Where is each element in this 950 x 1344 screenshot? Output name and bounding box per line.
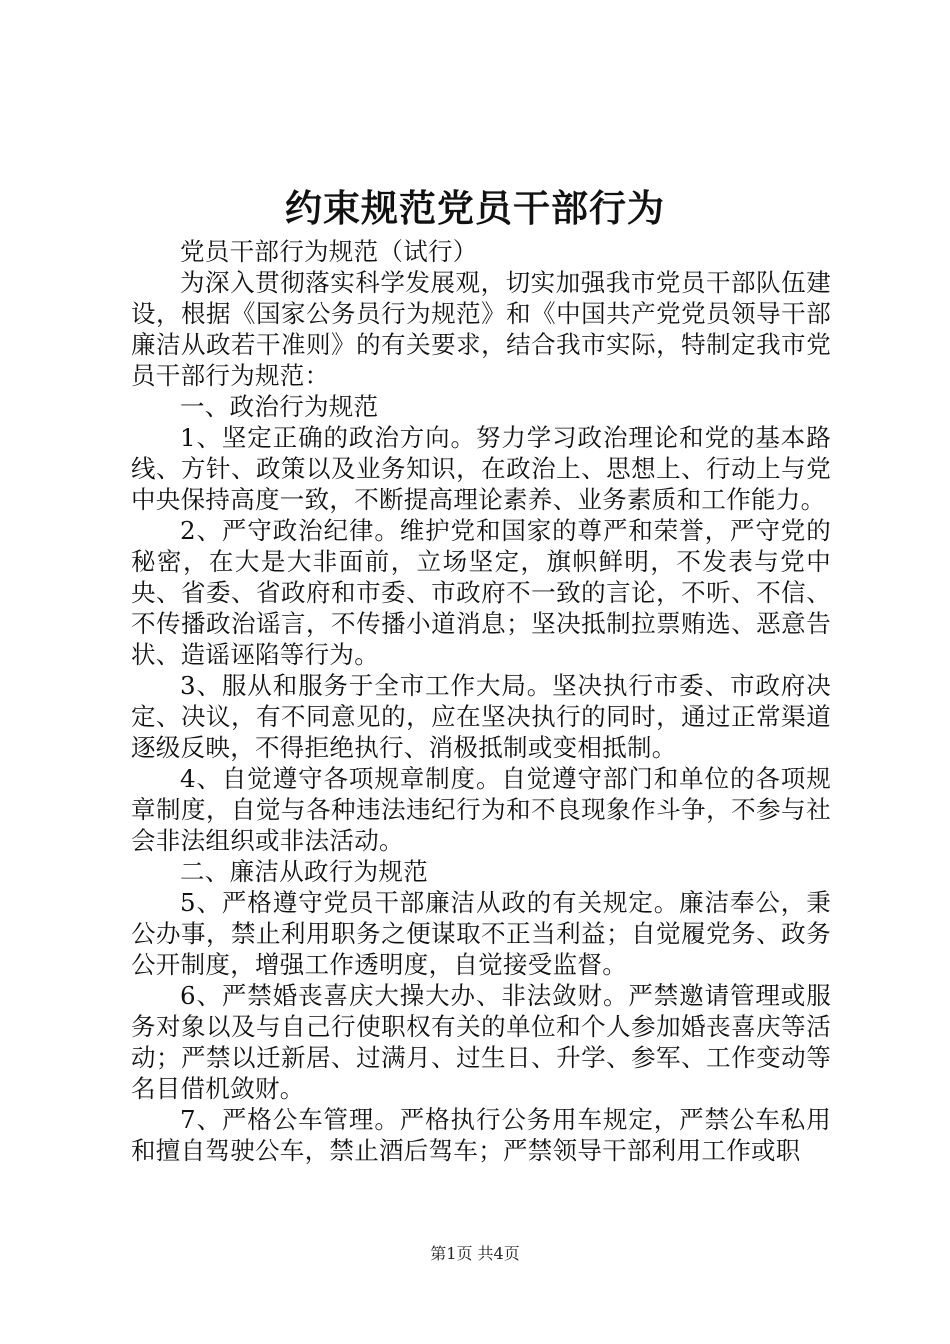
clause-1-paragraph: 1、坚定正确的政治方向。努力学习政治理论和党的基本路线、方针、政策以及业务知识，在政治上、思想上、行动上与党中央保持高度一致，不断提高理论素养、业务素质和工作能力。 (131, 423, 831, 514)
subtitle-paragraph: 党员干部行为规范（试行） (180, 237, 478, 266)
section-heading-political: 一、政治行为规范 (180, 392, 379, 421)
section-heading-integrity: 二、廉洁从政行为规范 (180, 857, 428, 886)
clause-6-paragraph: 6、严禁婚丧喜庆大操大办、非法敛财。严禁邀请管理或服务对象以及与自己行使职权有关的单位和个人参加婚丧喜庆等活动；严禁以迁新居、过满月、过生日、升学、参军、工作变动等名目借机敛财。 (131, 981, 831, 1103)
clause-7-paragraph: 7、严格公车管理。严格执行公务用车规定，严禁公车私用和擅自驾驶公车，禁止酒后驾车；严禁领导干部利用工作或职 (131, 1105, 831, 1165)
intro-paragraph: 为深入贯彻落实科学发展观，切实加强我市党员干部队伍建设，根据《国家公务员行为规范》和《中国共产党党员领导干部廉洁从政若干准则》的有关要求，结合我市实际，特制定我市党员干部行为规范： (131, 268, 831, 390)
clause-4-paragraph: 4、自觉遵守各项规章制度。自觉遵守部门和单位的各项规章制度，自觉与各种违法违纪行为和不良现象作斗争，不参与社会非法组织或非法活动。 (131, 764, 831, 855)
page-number-footer: 第1页 共4页 (430, 1244, 520, 1263)
document-title: 约束规范党员干部行为 (285, 186, 665, 230)
clause-3-paragraph: 3、服从和服务于全市工作大局。坚决执行市委、市政府决定、决议，有不同意见的，应在坚决执行的同时，通过正常渠道逐级反映，不得拒绝执行、消极抵制或变相抵制。 (131, 671, 831, 762)
clause-5-paragraph: 5、严格遵守党员干部廉洁从政的有关规定。廉洁奉公，秉公办事，禁止利用职务之便谋取不正当利益；自觉履党务、政务公开制度，增强工作透明度，自觉接受监督。 (131, 888, 831, 979)
clause-2-paragraph: 2、严守政治纪律。维护党和国家的尊严和荣誉，严守党的秘密，在大是大非面前，立场坚定，旗帜鲜明，不发表与党中央、省委、省政府和市委、市政府不一致的言论，不听、不信、不传播政治谣言，不传播小道消息；坚决抵制拉票贿选、恶意告状、造谣诬陷等行为。 (131, 516, 831, 669)
document-body (131, 236, 831, 1166)
